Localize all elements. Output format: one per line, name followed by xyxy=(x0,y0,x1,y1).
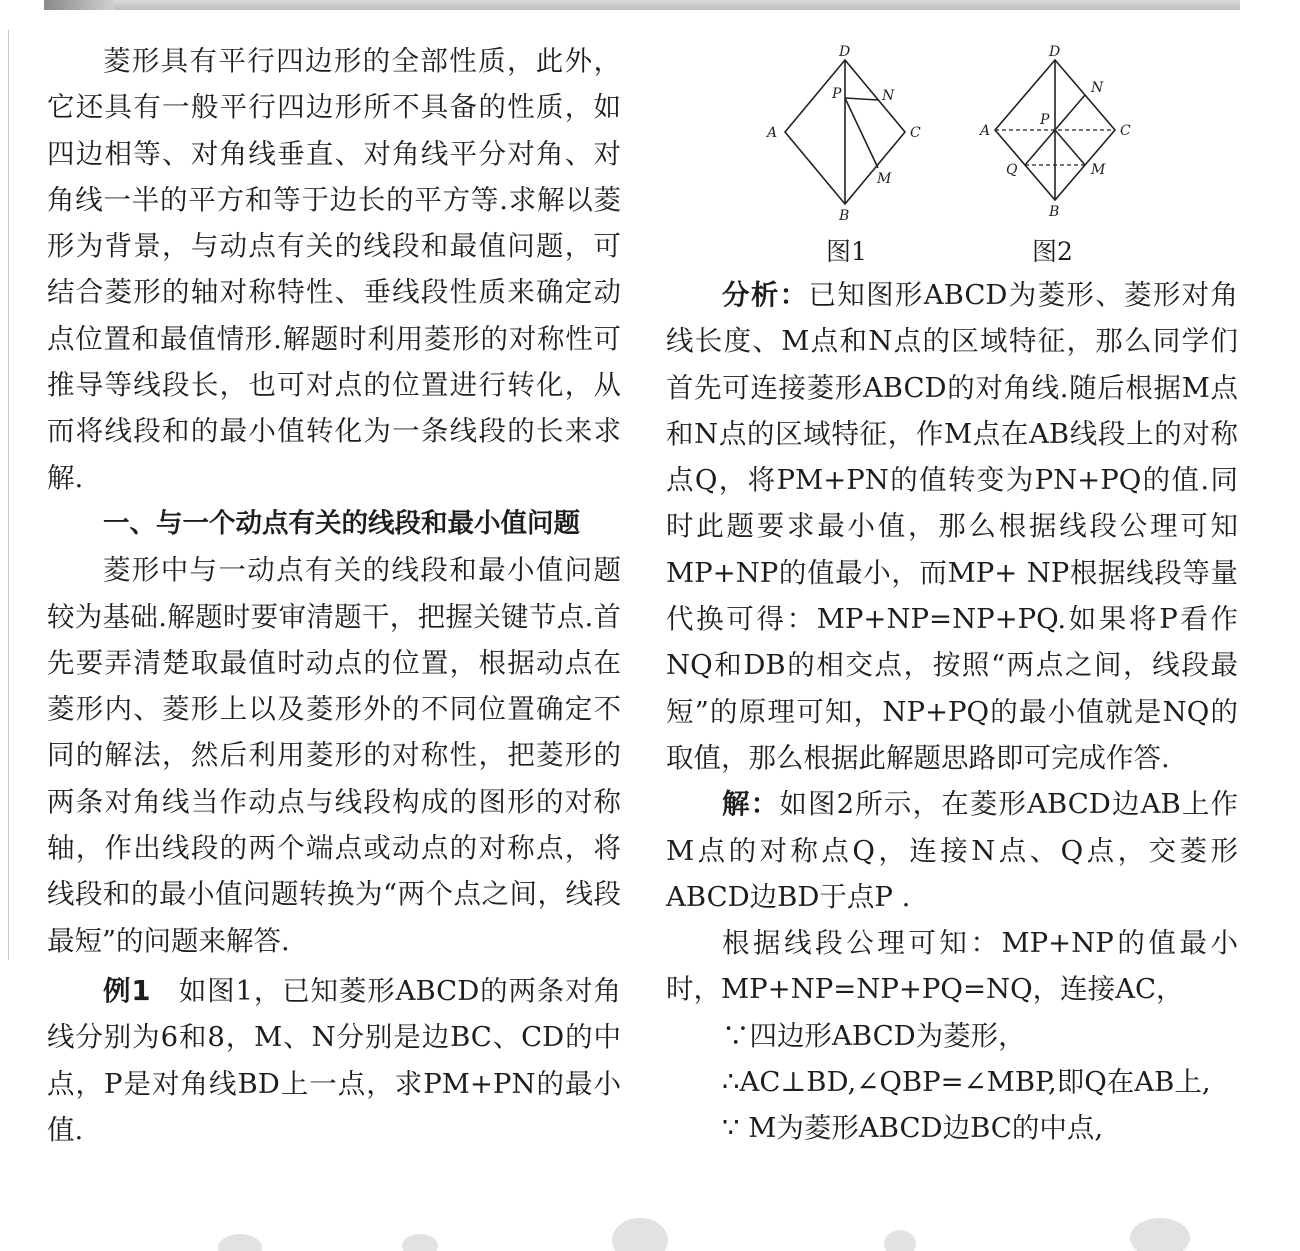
left-column xyxy=(47,38,621,1153)
fig2-label-c: C xyxy=(1120,123,1131,139)
solution-line-1: 根据线段公理可知：MP+NP的值最小时，MP+NP=NP+PQ=NQ，连接AC， xyxy=(666,927,1238,1006)
analysis-text: 已知图形ABCD为菱形、菱形对角线长度、M点和N点的区域特征，那么同学们首先可连接菱形ABCD的对角线.随后根据M点和N点的区域特征，作M点在AB线段上的对称点Q，将PM+PN的值转变为PN+PQ的值.同时此题要求最小值，那么根据线段公理可知MP+NP的值最小，而MP+ NP根据线段等量代换可得：MP+NP=NP+PQ.如果将P看作NQ和DB的相交点，按照“两点之间，线段最短”的原理可知，NP+PQ的最小值就是NQ的取值，那么根据此解题思路即可完成作答. xyxy=(666,279,1238,774)
intro-paragraph: 菱形具有平行四边形的全部性质，此外，它还具有一般平行四边形所不具备的性质，如四边相等、对角线垂直、对角线平分对角、对角线一半的平方和等于边长的平方等.求解以菱形为背景，与动点有关的线段和最值问题，可结合菱形的轴对称特性、垂线段性质来确定动点位置和最值情形.解题时利用菱形的对称性可推导等线段长，也可对点的位置进行转化，从而将线段和的最小值转化为一条线段的长来求解. xyxy=(47,45,621,494)
example-label: 例1 xyxy=(103,974,151,1007)
fig2-label-n: N xyxy=(1091,80,1104,96)
bottom-decoration xyxy=(0,1200,1300,1251)
fig2-label-b: B xyxy=(1049,204,1060,220)
example-paragraph xyxy=(47,968,621,1153)
solution-line-4: ∵ M为菱形ABCD边BC的中点, xyxy=(722,1112,1104,1145)
solution-line-3: ∴AC⊥BD,∠QBP=∠MBP,即Q在AB上, xyxy=(722,1066,1211,1099)
figures-area xyxy=(740,40,1160,265)
fig1-label-a: A xyxy=(767,125,778,141)
fig1-segment-pn xyxy=(845,98,878,100)
section-paragraph: 菱形中与一动点有关的线段和最小值问题较为基础.解题时要审清题干，把握关键节点.首先要弄清楚取最值时动点的位置，根据动点在菱形内、菱形上以及菱形外的不同位置确定不同的解法，然后利用菱形的对称性，把菱形的两条对角线当作动点与线段构成的图形的对称轴，作出线段的两个端点或动点的对称点，将线段和的最小值问题转换为“两个点之间，线段最短”的问题来解答. xyxy=(47,554,621,957)
figure-1-caption: 图1 xyxy=(826,237,867,266)
analysis-paragraph xyxy=(666,272,1238,781)
right-column xyxy=(666,272,1238,1152)
fig2-label-p: P xyxy=(1040,112,1050,128)
fig1-segment-pm xyxy=(845,98,878,168)
fig1-label-c: C xyxy=(910,125,921,141)
fig1-label-p: P xyxy=(832,86,842,102)
margin-rule xyxy=(8,30,9,960)
figure-2-caption: 图2 xyxy=(1032,237,1073,266)
fig1-label-d: D xyxy=(839,44,851,60)
solution-line-2: ∵四边形ABCD为菱形， xyxy=(722,1019,1026,1052)
top-decorative-band xyxy=(44,0,1240,10)
fig2-segment-pm xyxy=(1055,130,1085,165)
example-text: 如图1，已知菱形ABCD的两条对角线分别为6和8，M、N分别是边BC、CD的中点，P是对角线BD上一点，求PM+PN的最小值. xyxy=(47,974,621,1146)
fig1-label-n: N xyxy=(882,88,895,104)
figure-1 xyxy=(740,40,1160,230)
solution-label: 解： xyxy=(722,788,780,821)
fig2-label-a: A xyxy=(980,123,991,139)
fig2-label-q: Q xyxy=(1006,162,1018,178)
fig2-label-m: M xyxy=(1091,162,1106,178)
fig1-label-b: B xyxy=(839,208,850,224)
fig1-label-m: M xyxy=(877,171,892,187)
fig2-label-d: D xyxy=(1049,44,1061,60)
analysis-label: 分析： xyxy=(722,279,809,311)
section-heading: 一、与一个动点有关的线段和最小值问题 xyxy=(103,507,580,539)
solution-text: 如图2所示，在菱形ABCD边AB上作M点的对称点Q，连接N点、Q点，交菱形ABCD边BD于点P . xyxy=(666,788,1239,913)
solution-paragraph xyxy=(666,781,1238,920)
